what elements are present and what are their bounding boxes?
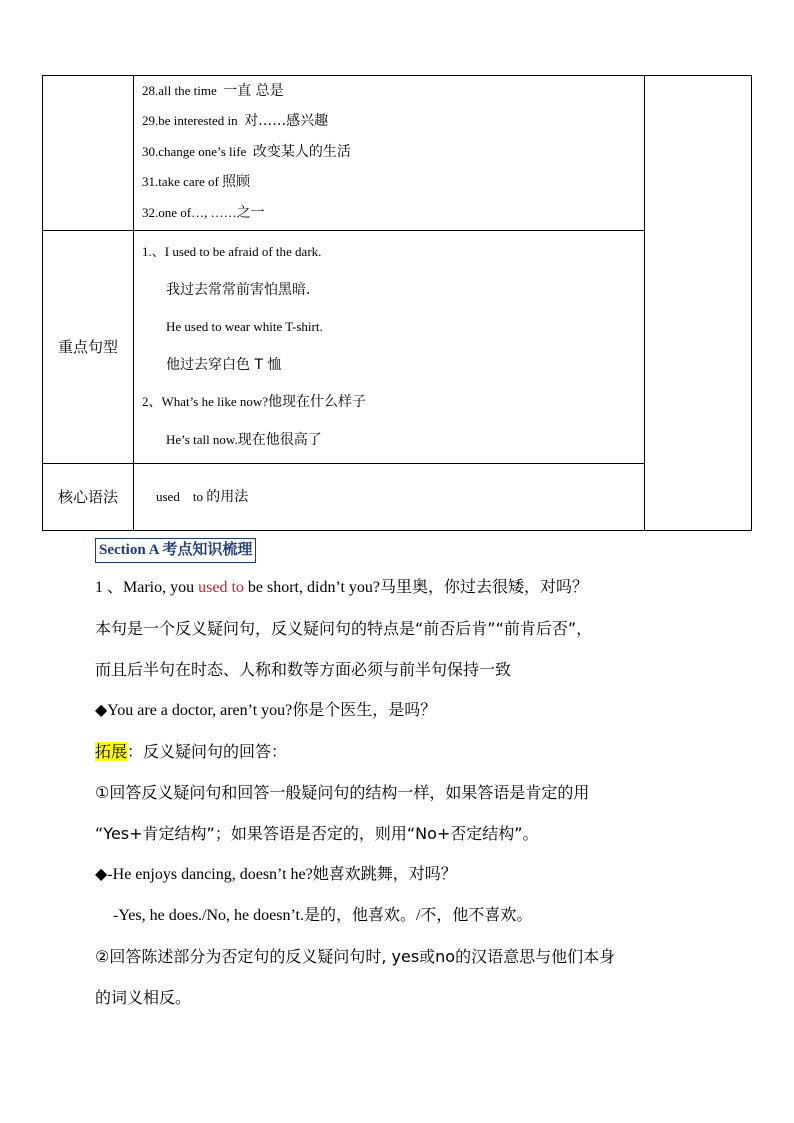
item-1: 1 、Mario, you used to be short, didn’t you?马里奥，你过去很矮，对吗？ (95, 579, 589, 596)
paragraph: 本句是一个反义疑问句，反义疑问句的特点是“前否后肯”“前肯后否”， (95, 619, 593, 638)
grammar-label: 核心语法 (43, 463, 134, 530)
vocab-line: 29.be interested in 对……感兴趣 (142, 113, 329, 130)
grammar-cell (134, 463, 645, 530)
vocab-label-cell (43, 76, 134, 231)
knowledge-section (95, 538, 735, 1018)
notes-column-cell (645, 76, 752, 531)
grammar-zh: 的用法 (206, 488, 249, 505)
outline-table (42, 75, 752, 531)
example-answer: -Yes, he does./No, he doesn’t.是的，他喜欢。/不，他不喜欢。 (113, 907, 533, 924)
sentence-label: 重点句型 (43, 230, 134, 463)
vocab-line: 32.one of…, ……之一 (142, 204, 265, 221)
vocab-cell (134, 76, 645, 231)
grammar-en: used to (156, 488, 203, 504)
vocab-line: 28.all the time 一直 总是 (142, 83, 284, 99)
point-1-cont: “Yes+肯定结构”；如果答语是否定的，则用“No+否定结构”。 (95, 824, 539, 843)
point-2: ②回答陈述部分为否定句的反义疑问句时, yes或no的汉语意思与他们本身 (95, 947, 616, 966)
expand-line: 拓展：反义疑问句的回答： (95, 742, 288, 761)
sentence-line: 我过去常常前害怕黑暗. (166, 281, 311, 298)
point-2-cont: 的词义相反。 (95, 988, 192, 1007)
section-title: Section A 考点知识梳理 (95, 538, 256, 563)
example-sentence: ◆You are a doctor, aren’t you?你是个医生，是吗？ (95, 702, 437, 719)
sentence-line: 他过去穿白色 T 恤 (166, 356, 282, 373)
sentence-line: He used to wear white T-shirt. (166, 319, 323, 335)
highlight-used-to: used to (198, 579, 244, 596)
expand-label: 拓展 (95, 742, 128, 761)
point-1: ①回答反义疑问句和回答一般疑问句的结构一样，如果答语是肯定的用 (95, 783, 590, 802)
vocab-line: 30.change one’s life 改变某人的生活 (142, 143, 351, 160)
example-sentence: ◆-He enjoys dancing, doesn’t he?她喜欢跳舞，对吗？ (95, 866, 457, 883)
sentence-cell (134, 230, 645, 463)
sentence-line: 2、What’s he like now?他现在什么样子 (142, 394, 366, 411)
vocab-row (43, 76, 752, 231)
sentence-line: He’s tall now.现在他很高了 (166, 431, 322, 448)
sentence-line: 1.、I used to be afraid of the dark. (142, 243, 322, 259)
vocab-line: 31.take care of 照顾 (142, 174, 251, 191)
paragraph: 而且后半句在时态、人称和数等方面必须与前半句保持一致 (95, 660, 512, 679)
